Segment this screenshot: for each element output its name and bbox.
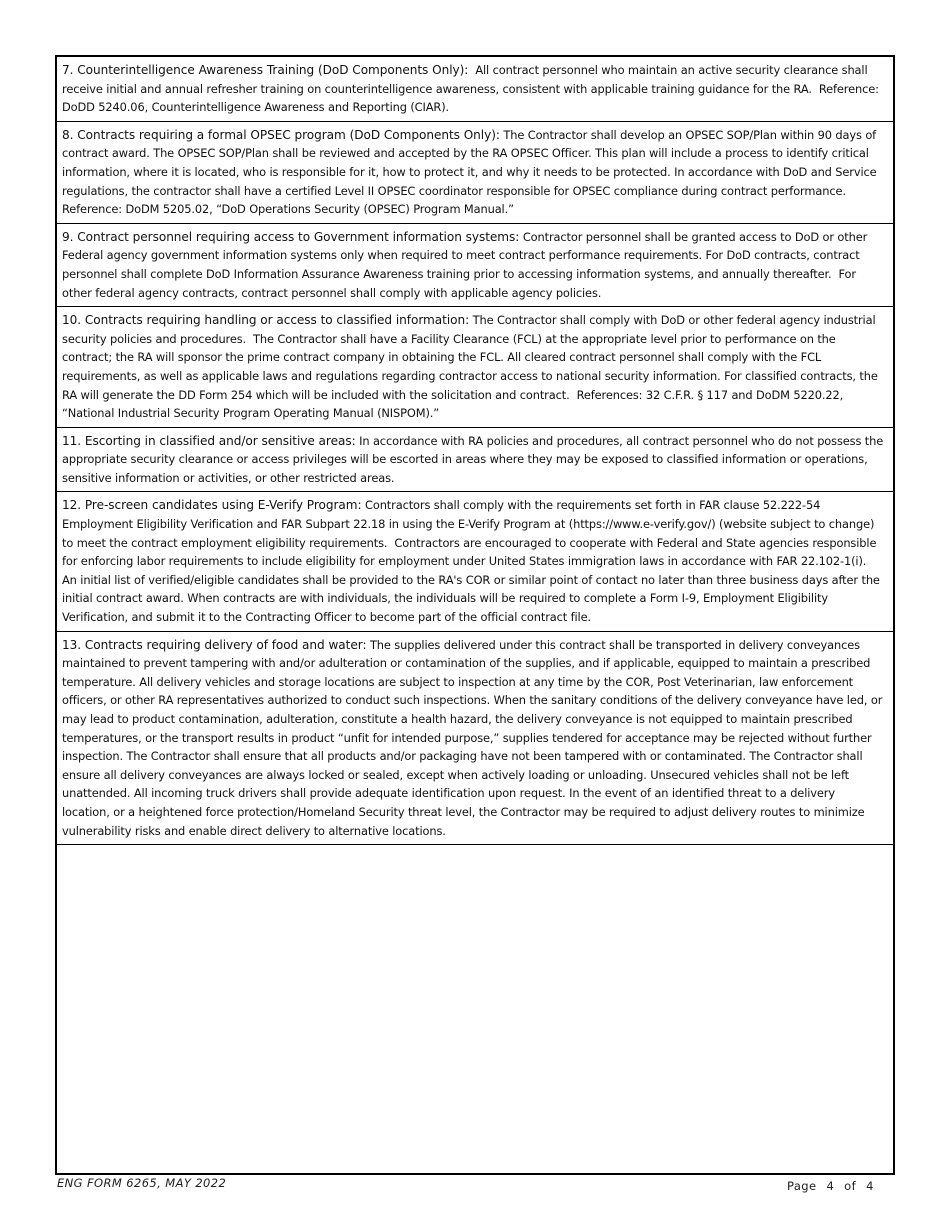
section-body: The Contractor shall develop an OPSEC SOP/Plan within 90 days of contract award. The OPSEC SOP/Plan shall be reviewed and accepted by the RA OPSEC Officer. This plan will include a process to identify critical information, where it is located, who is responsible for it, how to protect it, and why it needs to be protected. In accordance with DoD and Service regulations, the contractor shall have a certified Level II OPSEC coordinator responsible for OPSEC compliance during contract performance. Reference: DoDM 5205.02, “DoD Operations Security (OPSEC) Program Manual.”	[62, 127, 881, 217]
section-10-classified-information	[57, 307, 893, 428]
page-indicator	[787, 1179, 874, 1193]
section-body: The supplies delivered under this contract shall be transported in delivery conveyances maintained to prevent tampering with and/or adulteration or contamination of the supplies, and if applicable, equipped to maintain a prescribed temperature. All delivery vehicles and storage locations are subject to inspection at any time by the COR, Post Veterinarian, law enforcement officers, or other RA representatives authorized to conduct such inspections. When the sanitary conditions of the delivery conveyance have led, or may lead to product contamination, adulteration, constitute a health hazard, the delivery conveyance is not equipped to maintain prescribed temperatures, or the transport results in product “unfit for intended purpose,” supplies tendered for acceptance may be rejected without further inspection. The Contractor shall ensure that all products and/or packaging have not been tampered with or contaminated. The Contractor shall ensure all delivery conveyances are always locked or sealed, except when actively loading or unloading. Unsecured vehicles shall not be left unattended. All incoming truck drivers shall provide adequate identification upon request. In the event of an identified threat to a delivery location, or a heightened force protection/Homeland Security threat level, the Contractor may be required to adjust delivery routes to minimize vulnerability risks and enable direct delivery to alternative locations.	[62, 637, 886, 838]
section-body: The Contractor shall comply with DoD or other federal agency industrial security policies and procedures. The Contractor shall have a Facility Clearance (FCL) at the appropriate level prior to performance on the contract; the RA will sponsor the prime contract company in obtaining the FCL. All cleared contract personnel shall comply with the FCL requirements, as well as applicable laws and regulations regarding contractor access to national security information. For classified contracts, the RA will generate the DD Form 254 which will be included with the solicitation and contract. References: 32 C.F.R. § 117 and DoDM 5220.22, “National Industrial Security Program Operating Manual (NISPOM).”	[62, 313, 882, 421]
section-8-opsec-program	[57, 122, 893, 224]
section-heading: 8. Contracts requiring a formal OPSEC program (DoD Components Only):	[62, 127, 500, 142]
section-9-information-systems-access	[57, 224, 893, 307]
section-body: All contract personnel who maintain an active security clearance shall receive initial and annual refresher training on counterintelligence awareness, consistent with applicable training guidance for the RA. Reference: DoDD 5240.06, Counterintelligence Awareness and Reporting (CIAR).	[62, 63, 883, 115]
section-heading: 9. Contract personnel requiring access to Government information systems:	[62, 229, 520, 244]
form-identifier: ENG FORM 6265, MAY 2022	[57, 1176, 227, 1190]
section-7-counterintelligence-training	[57, 57, 893, 122]
page-total: 4	[866, 1179, 874, 1193]
section-heading: 7. Counterintelligence Awareness Training (DoD Components Only):	[62, 63, 469, 77]
section-13-food-and-water-delivery	[57, 632, 893, 846]
section-12-e-verify	[57, 492, 893, 631]
page-label: Page	[787, 1179, 817, 1193]
of-label: of	[844, 1179, 857, 1193]
section-heading: 12. Pre-screen candidates using E-Verify Program:	[62, 498, 362, 513]
section-heading: 10. Contracts requiring handling or access to classified information:	[62, 313, 470, 328]
section-body: Contractors shall comply with the requirements set forth in FAR clause 52.222-54 Employment Eligibility Verification and FAR Subpart 22.18 in using the E-Verify Program at (https://www.e-verify.gov/) (website subject to change) to meet the contract employment eligibility requirements. Contractors are encouraged to cooperate with Federal and State agencies responsible for enforcing labor requirements to include eligibility for employment under United States immigration laws in accordance with FAR 22.102-1(i). An initial list of verified/eligible candidates shall be provided to the RA's COR or similar point of contact no later than three business days after the initial contract award. When contracts are with individuals, the individuals will be required to complete a Form I-9, Employment Eligibility Verification, and submit it to the Contracting Officer to become part of the official contract file.	[62, 498, 884, 625]
blank-area	[57, 845, 893, 1173]
page-number: 4	[826, 1179, 835, 1193]
section-body: Contractor personnel shall be granted access to DoD or other Federal agency government information systems only when required to meet contract performance requirements. For DoD contracts, contract personnel shall complete DoD Information Assurance Awareness training prior to accessing information systems, and annually thereafter. For other federal agency contracts, contract personnel shall comply with applicable agency policies.	[62, 229, 871, 300]
section-heading: 13. Contracts requiring delivery of food and water:	[62, 637, 367, 652]
section-body: In accordance with RA policies and procedures, all contract personnel who do not possess the appropriate security clearance or access privileges will be escorted in areas where they may be exposed to classified information or operations, sensitive information or activities, or other restricted areas.	[62, 433, 887, 485]
form-frame	[55, 55, 895, 1175]
section-11-escorting	[57, 428, 893, 493]
section-heading: 11. Escorting in classified and/or sensitive areas:	[62, 433, 356, 448]
